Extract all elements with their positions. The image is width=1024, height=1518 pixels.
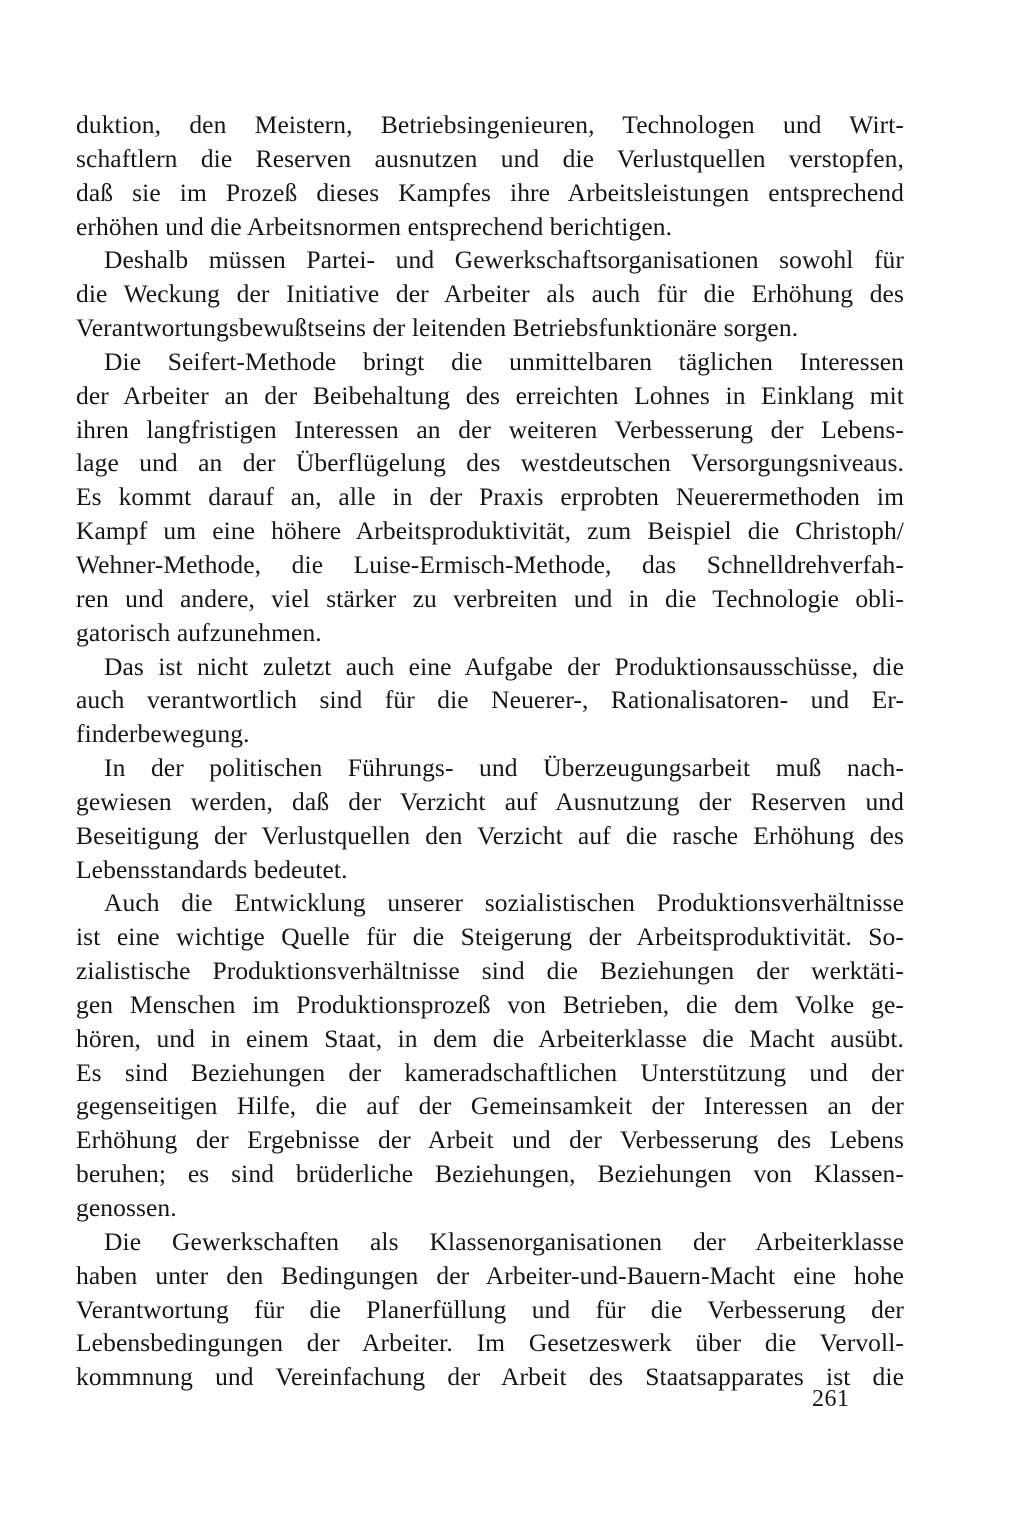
text-line: gewiesen werden, daß der Verzicht auf Ausnutzung der Reserven und <box>76 786 904 816</box>
text-line: erhöhen und die Arbeitsnormen entsprechend berichtigen. <box>76 211 673 241</box>
paragraph-3 <box>76 345 904 650</box>
text-line: finderbewegung. <box>76 719 250 749</box>
text-line: der Arbeiter an der Beibehaltung des erreichten Lohnes in Einklang mit <box>76 380 904 410</box>
text-line: In der politischen Führungs- und Überzeugungsarbeit muß nach- <box>104 753 904 783</box>
paragraph-2 <box>76 243 904 345</box>
text-line: ihren langfristigen Interessen an der weiteren Verbesserung der Lebens- <box>76 414 904 444</box>
paragraph-5 <box>76 751 904 886</box>
text-line: schaftlern die Reserven ausnutzen und die Verlustquellen verstopfen, <box>76 143 904 173</box>
text-line: Verantwortung für die Planerfüllung und für die Verbesserung der <box>76 1294 904 1324</box>
paragraph-7 <box>76 1225 904 1394</box>
text-line: zialistische Produktionsverhältnisse sind die Beziehungen der werktäti- <box>76 956 904 986</box>
text-line: Verantwortungsbewußtseins der leitenden Betriebsfunktionäre sorgen. <box>76 313 799 343</box>
text-line: Deshalb müssen Partei- und Gewerkschaftsorganisationen sowohl für <box>104 245 904 275</box>
text-line: lage und an der Überflügelung des westdeutschen Versorgungsniveaus. <box>76 448 904 478</box>
text-line: Es sind Beziehungen der kameradschaftlichen Unterstützung und der <box>76 1057 904 1087</box>
body-text <box>76 108 904 1394</box>
text-line: gen Menschen im Produktionsprozeß von Betrieben, die dem Volke ge- <box>76 989 904 1019</box>
text-line: hören, und in einem Staat, in dem die Arbeiterklasse die Macht ausübt. <box>76 1023 904 1053</box>
text-line: daß sie im Prozeß dieses Kampfes ihre Arbeitsleistungen entsprechend <box>76 177 904 207</box>
text-line: Lebensstandards bedeutet. <box>76 854 348 884</box>
text-line: ist eine wichtige Quelle für die Steigerung der Arbeitsproduktivität. So- <box>76 922 904 952</box>
text-line: Wehner-Methode, die Luise-Ermisch-Methode, das Schnelldrehverfah- <box>76 549 904 579</box>
text-line: haben unter den Bedingungen der Arbeiter-und-Bauern-Macht eine hohe <box>76 1260 904 1290</box>
text-line: Beseitigung der Verlustquellen den Verzicht auf die rasche Erhöhung des <box>76 820 904 850</box>
paragraph-4 <box>76 650 904 752</box>
text-line: Kampf um eine höhere Arbeitsproduktivität, zum Beispiel die Christoph/ <box>76 516 904 546</box>
text-line: kommnung und Vereinfachung der Arbeit des Staatsapparates ist die <box>76 1362 904 1392</box>
text-line: Es kommt darauf an, alle in der Praxis erprobten Neuerermethoden im <box>76 482 904 512</box>
paragraph-1 <box>76 108 904 243</box>
paragraph-6 <box>76 886 904 1224</box>
page-number: 261 <box>812 1386 850 1412</box>
text-line: die Weckung der Initiative der Arbeiter als auch für die Erhöhung des <box>76 279 904 309</box>
text-line: auch verantwortlich sind für die Neuerer-, Rationalisatoren- und Er- <box>76 685 904 715</box>
text-line: gatorisch aufzunehmen. <box>76 617 322 647</box>
text-line: ren und andere, viel stärker zu verbreiten und in die Technologie obli- <box>76 583 904 613</box>
text-line: genossen. <box>76 1193 177 1222</box>
text-line: Die Seifert-Methode bringt die unmittelbaren täglichen Interessen <box>104 346 904 376</box>
text-line: Das ist nicht zuletzt auch eine Aufgabe der Produktionsausschüsse, die <box>104 651 904 681</box>
text-line: beruhen; es sind brüderliche Beziehungen, Beziehungen von Klassen- <box>76 1159 904 1189</box>
text-line: Lebensbedingungen der Arbeiter. Im Gesetzeswerk über die Vervoll- <box>76 1328 904 1358</box>
text-line: duktion, den Meistern, Betriebsingenieuren, Technologen und Wirt- <box>76 110 904 139</box>
text-line: gegenseitigen Hilfe, die auf der Gemeinsamkeit der Interessen an der <box>76 1091 904 1121</box>
text-line: Erhöhung der Ergebnisse der Arbeit und der Verbesserung des Lebens <box>76 1125 904 1155</box>
text-line: Auch die Entwicklung unserer sozialistischen Produktionsverhältnisse <box>104 888 904 918</box>
text-line: Die Gewerkschaften als Klassenorganisationen der Arbeiterklasse <box>104 1226 904 1256</box>
